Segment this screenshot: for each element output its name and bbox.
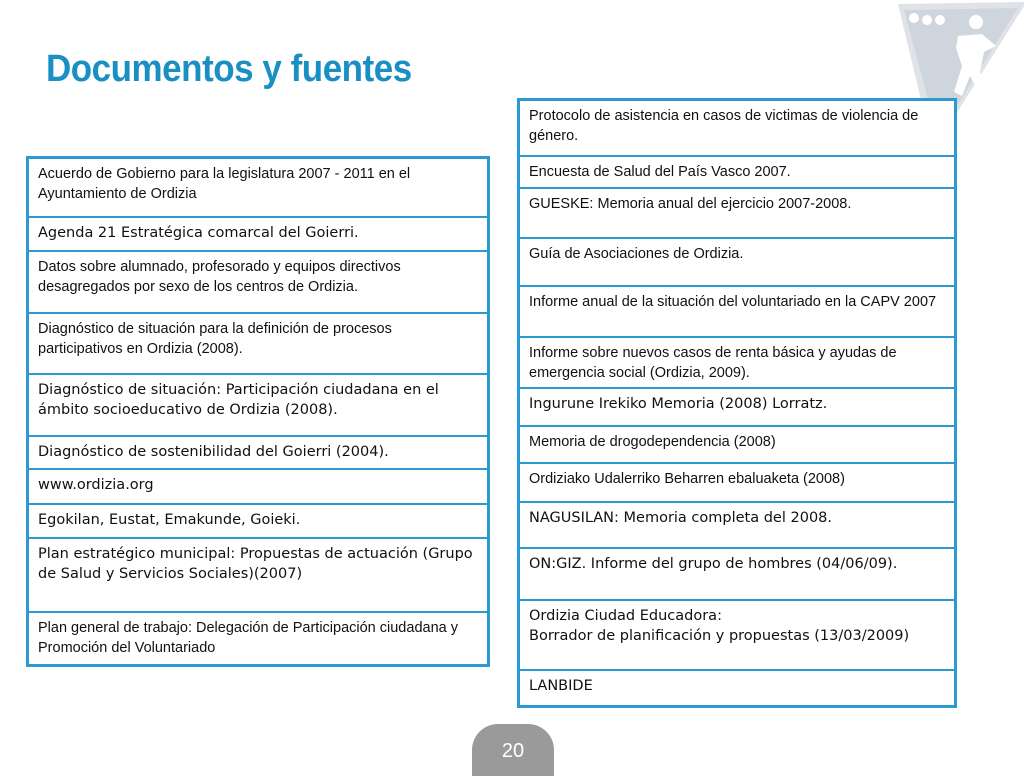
source-item: www.ordizia.org bbox=[29, 470, 487, 505]
source-item: Ordiziako Udalerriko Beharren ebaluaketa (2008) bbox=[520, 464, 954, 503]
source-item: Plan estratégico municipal: Propuestas de actuación (Grupo de Salud y Servicios Sociales)(2007) bbox=[29, 539, 487, 613]
source-item: Diagnóstico de situación: Participación ciudadana en el ámbito socioeducativo de Ordizia (2008). bbox=[29, 375, 487, 437]
source-item: Diagnóstico de situación para la definición de procesos participativos en Ordizia (2008). bbox=[29, 314, 487, 375]
source-item: ON:GIZ. Informe del grupo de hombres (04/06/09). bbox=[520, 549, 954, 601]
page-number: 20 bbox=[501, 740, 525, 762]
source-item: Ingurune Irekiko Memoria (2008) Lorratz. bbox=[520, 389, 954, 427]
source-item: NAGUSILAN: Memoria completa del 2008. bbox=[520, 503, 954, 549]
source-item: Informe anual de la situación del voluntariado en la CAPV 2007 bbox=[520, 287, 954, 338]
source-item: Agenda 21 Estratégica comarcal del Goierri. bbox=[29, 218, 487, 252]
source-item: Memoria de drogodependencia (2008) bbox=[520, 427, 954, 464]
source-item: Ordizia Ciudad Educadora: Borrador de planificación y propuestas (13/03/2009) bbox=[520, 601, 954, 671]
source-item: LANBIDE bbox=[529, 678, 593, 694]
source-item: Plan general de trabajo: Delegación de Participación ciudadana y Promoción del Voluntariado bbox=[38, 620, 458, 656]
page-title: Documentos y fuentes bbox=[46, 48, 412, 90]
source-item: Diagnóstico de sostenibilidad del Goierri (2004). bbox=[29, 437, 487, 470]
source-item: Egokilan, Eustat, Emakunde, Goieki. bbox=[29, 505, 487, 539]
left-sources-table bbox=[26, 156, 490, 667]
source-item: GUESKE: Memoria anual del ejercicio 2007-2008. bbox=[520, 189, 954, 239]
source-item: Protocolo de asistencia en casos de victimas de violencia de género. bbox=[520, 101, 954, 157]
source-item: Encuesta de Salud del País Vasco 2007. bbox=[520, 157, 954, 189]
source-item: Datos sobre alumnado, profesorado y equipos directivos desagregados por sexo de los centros de Ordizia. bbox=[29, 252, 487, 314]
page-number-tab bbox=[472, 724, 554, 776]
source-item: Informe sobre nuevos casos de renta básica y ayudas de emergencia social (Ordizia, 2009). bbox=[520, 338, 954, 389]
right-sources-table bbox=[517, 98, 957, 708]
source-item: Guía de Asociaciones de Ordizia. bbox=[520, 239, 954, 287]
source-item: Acuerdo de Gobierno para la legislatura 2007 - 2011 en el Ayuntamiento de Ordizia bbox=[29, 159, 487, 218]
